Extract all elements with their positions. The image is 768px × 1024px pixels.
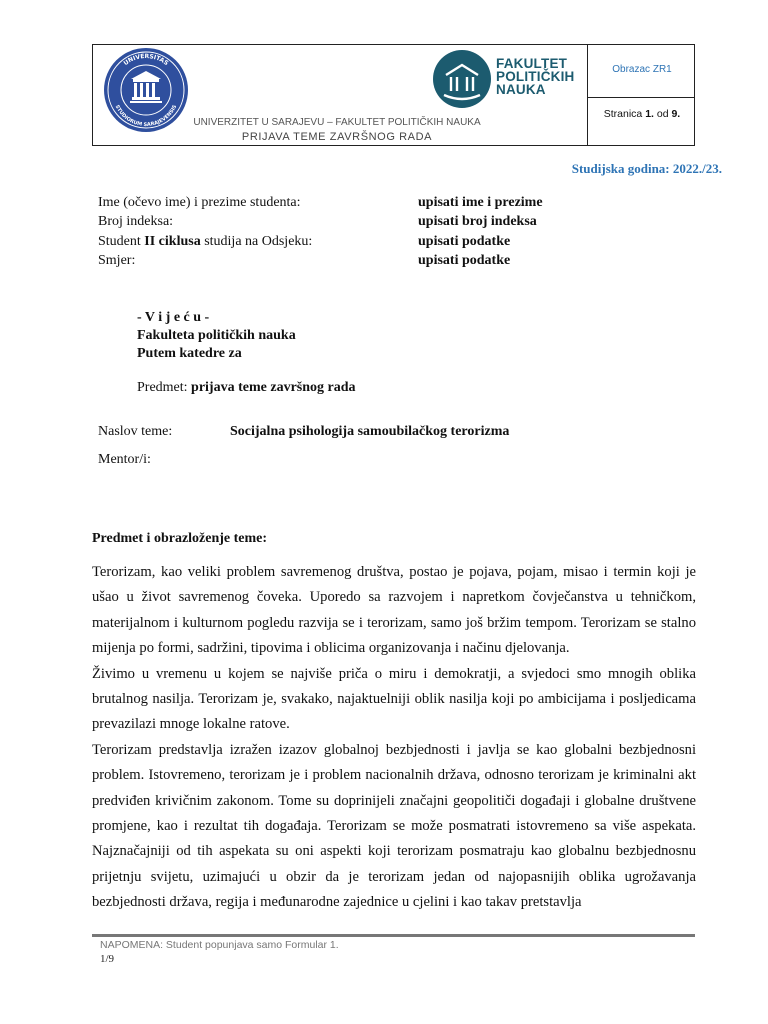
- page-count-total: 9.: [671, 108, 681, 120]
- field-row-major: [98, 253, 510, 269]
- page-number: 1/9: [100, 953, 115, 965]
- footer-note: NAPOMENA: Student popunjava samo Formular 1.: [100, 939, 339, 951]
- faculty-logo-line-1: FAKULTET: [496, 56, 568, 71]
- footer-rule: [92, 934, 695, 937]
- faculty-logo-icon: [432, 49, 492, 109]
- header-cell-divider: [587, 97, 694, 98]
- faculty-logo-line-3: NAUKA: [496, 82, 546, 97]
- subject-label: Predmet:: [137, 380, 192, 395]
- academic-year: Studijska godina: 2022./23.: [571, 161, 722, 176]
- form-code: Obrazac ZR1: [612, 64, 672, 75]
- faculty-logo-text: [496, 57, 575, 96]
- page-count: [588, 108, 696, 120]
- field-label-pre: Student: [98, 234, 145, 249]
- field-label: Ime (očevo ime) i prezime studenta:: [98, 195, 301, 210]
- page-count-middle: od: [653, 108, 672, 120]
- rationale-text: [92, 560, 696, 916]
- field-row-student-name: [98, 195, 543, 211]
- paragraph: Terorizam predstavlja izražen izazov globalnoj bezbjednosti i javlja se kao globalni bezbjednosni problem. Istovremeno, terorizam je i problem nacionalnih država, odnosno terorizam je kriminalni akt predviđen krivičnim zakonom. Tome su doprinijeli značajni geopolitiči događaji i globalne društvene promjene, kao i rezultat tih događaja. Terorizam se može posmatrati istovremeno sa više aspekata. Najznačajniji od tih aspekata su oni aspekti koji terorizam posmatraju kao globalnu bezbjednosnu prijetnju svijetu, uzimajući u obzir da je terorizam jedan od najopasnijih oblika ugrožavanja bezbjednosti država, regija i međunarodne zajednice u cjelini i kao takav pretstavlja: [92, 741, 696, 911]
- form-header: [92, 44, 695, 146]
- thesis-title-label: Naslov teme:: [98, 424, 173, 439]
- field-label: [98, 234, 418, 250]
- thesis-title-row: [98, 424, 509, 440]
- faculty-logo-line-2: POLITIČKIH: [496, 69, 575, 84]
- header-divider: [587, 45, 588, 145]
- page-count-prefix: Stranica: [603, 108, 646, 120]
- field-label: Broj indeksa:: [98, 214, 174, 229]
- thesis-title-value: Socijalna psihologija samoubilačkog terorizma: [230, 424, 510, 439]
- field-label-bold: II ciklusa: [144, 234, 201, 249]
- seal-text-bottom: STUDIORUM SARAJEVENSIS: [113, 104, 179, 129]
- mentor-label: Mentor/i:: [98, 452, 151, 467]
- field-label: Smjer:: [98, 253, 136, 268]
- addressee-line-1: - V i j e ć u -: [137, 310, 210, 325]
- addressee-line-3: Putem katedre za: [137, 346, 242, 361]
- field-row-department: [98, 234, 510, 250]
- mentor-row: [98, 452, 230, 468]
- form-title: PRIJAVA TEME ZAVRŠNOG RADA: [241, 131, 433, 143]
- field-value: upisati podatke: [418, 234, 511, 249]
- page-count-current: 1.: [645, 108, 654, 120]
- field-label-post: studija na Odsjeku:: [200, 234, 313, 249]
- paragraph: Terorizam, kao veliki problem savremenog društva, postao je pojava, pojam, misao i termin koji je ušao u život savremenog čoveka. Uporedo sa razvojem i napretkom čovječanstva u tehničkom, materijalnom i kulturnom pogledu razvija se i terorizam, samo još bržim tempom. Terorizam se stalno mijenja po formi, sadržini, tipovima i oblicima organizovanja i načinu djelovanja.: [92, 564, 696, 657]
- section-heading: Predmet i obrazloženje teme:: [92, 531, 268, 546]
- subject-value: prijava teme završnog rada: [191, 380, 356, 395]
- addressee-line-2: Fakulteta političkih nauka: [137, 328, 296, 343]
- subject-line: [137, 380, 356, 396]
- field-value: upisati broj indeksa: [418, 214, 537, 229]
- field-row-index-number: [98, 214, 537, 230]
- paragraph: Živimo u vremenu u kojem se najviše priča o miru i demokratji, a svjedoci smo mnogih oblika brutalnog nasilja. Terorizam je, svakako, najaktuelniji oblik nasilja koji po ambicijama i posljedicama prevazilazi mnoge lokalne ratove.: [92, 665, 696, 733]
- field-value: upisati podatke: [418, 253, 511, 268]
- field-value: upisati ime i prezime: [418, 195, 543, 210]
- seal-text-top: UNIVERSITAS: [122, 52, 170, 68]
- university-seal-icon: [101, 45, 191, 135]
- university-line: UNIVERZITET U SARAJEVU – FAKULTET POLITIČKIH NAUKA: [193, 117, 481, 128]
